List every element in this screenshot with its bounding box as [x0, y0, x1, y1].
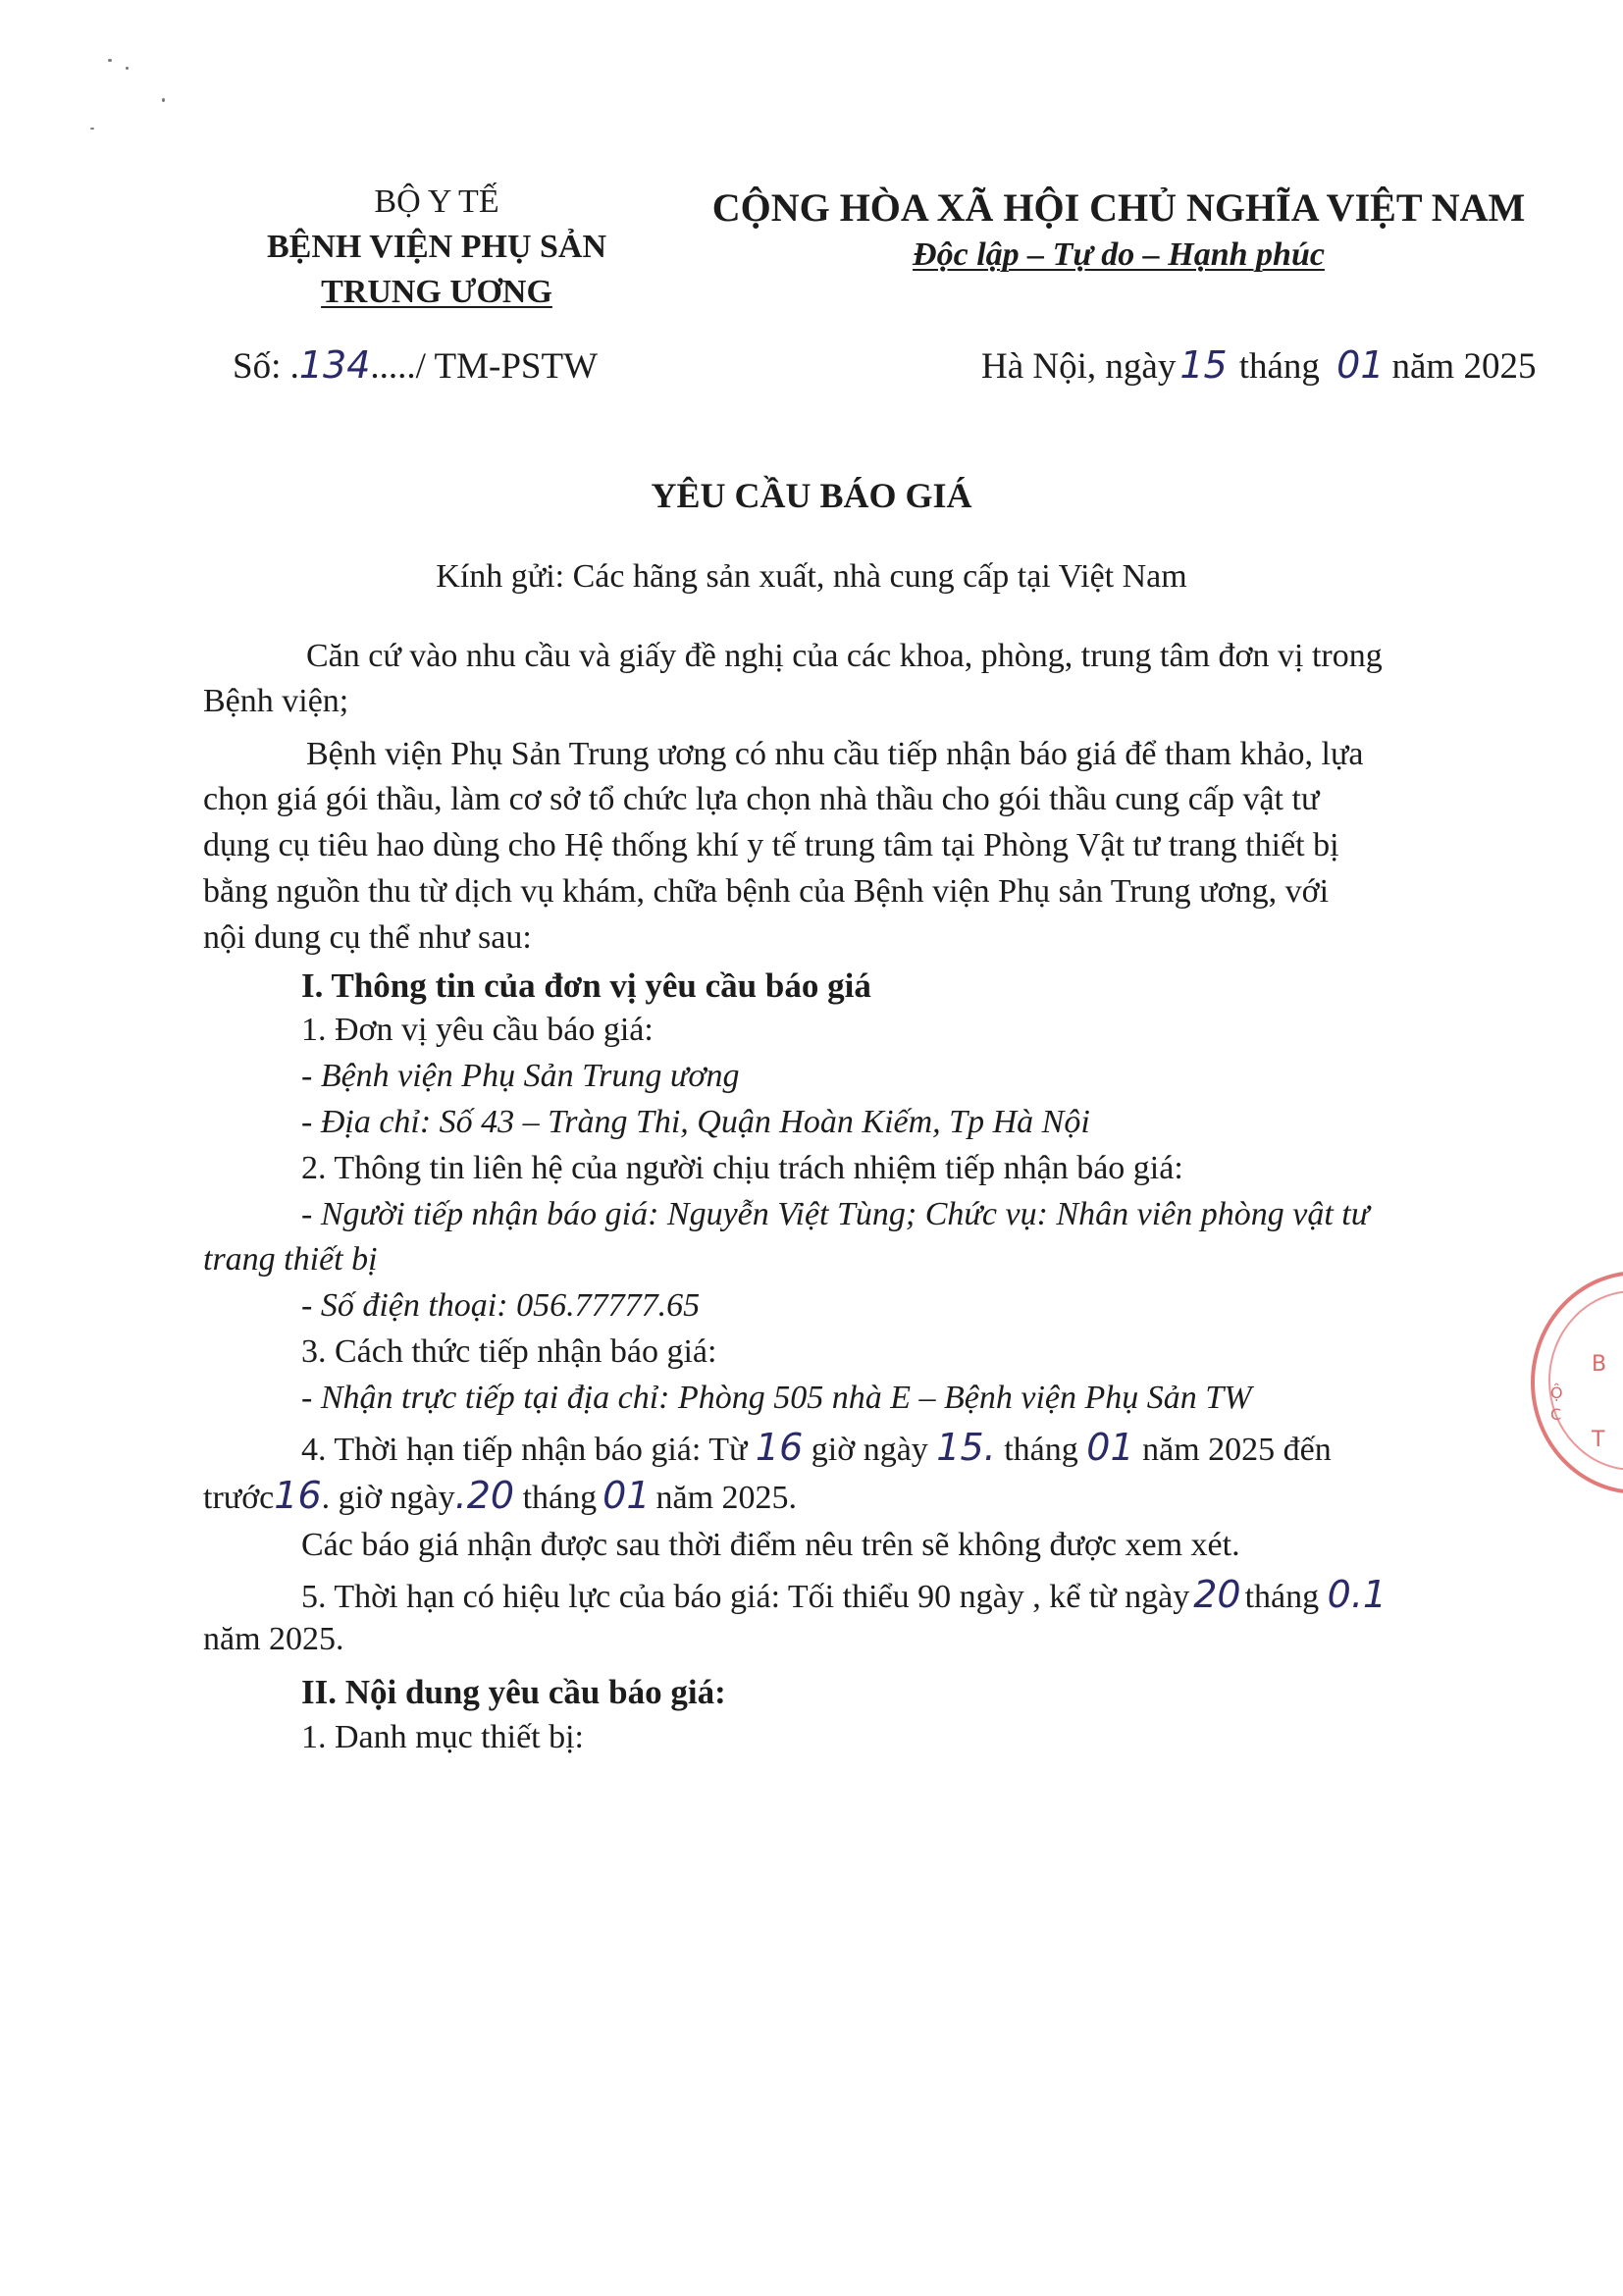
note-line: Các báo giá nhận được sau thời điểm nêu trên sẽ không được xem xét.	[301, 1527, 1240, 1563]
nation-name: CỘNG HÒA XÃ HỘI CHỦ NGHĨA VIỆT NAM	[711, 185, 1526, 230]
month-handwritten: 01	[1086, 1426, 1134, 1469]
recipient-line: Kính gửi: Các hãng sản xuất, nhà cung cấp tại Việt Nam	[436, 558, 1187, 595]
body-line: dụng cụ tiêu hao dùng cho Hệ thống khí y tế trung tâm tại Phòng Vật tư trang thiết bị	[203, 827, 1339, 863]
list-item: 1. Danh mục thiết bị:	[301, 1719, 585, 1755]
stamp-text: Ộ	[1550, 1383, 1563, 1402]
deadline-line: 4. Thời hạn tiếp nhận báo giá: Từ 16 giờ ngày 15. tháng 01 năm 2025 đến	[301, 1426, 1332, 1469]
list-item: 1. Đơn vị yêu cầu báo giá:	[301, 1012, 654, 1048]
deadline-line: trước16. giờ ngày.20 tháng 01 năm 2025.	[203, 1474, 798, 1517]
month-handwritten: 01	[1336, 343, 1385, 387]
day-handwritten: 20	[1193, 1573, 1241, 1616]
section-heading: II. Nội dung yêu cầu báo giá:	[301, 1673, 726, 1711]
document-title: YÊU CẦU BÁO GIÁ	[651, 476, 972, 515]
hour-handwritten: 16	[274, 1474, 322, 1517]
list-item: 3. Cách thức tiếp nhận báo giá:	[301, 1333, 717, 1370]
body-line: chọn giá gói thầu, làm cơ sở tổ chức lựa chọn nhà thầu cho gói thầu cung cấp vật tư	[203, 781, 1320, 817]
stamp-text: B	[1592, 1352, 1607, 1377]
document-number-handwritten: 134	[298, 343, 371, 387]
national-heading	[687, 183, 1550, 277]
list-item: - Người tiếp nhận báo giá: Nguyễn Việt Tùng; Chức vụ: Nhân viên phòng vật tư	[301, 1196, 1370, 1232]
day-handwritten: 15.	[936, 1426, 996, 1469]
list-item: - Địa chỉ: Số 43 – Tràng Thi, Quận Hoàn Kiếm, Tp Hà Nội	[301, 1104, 1090, 1140]
list-item: - Bệnh viện Phụ Sản Trung ương	[301, 1058, 740, 1094]
list-item: trang thiết bị	[203, 1241, 378, 1278]
document-number: Số: .134...../ TM-PSTW	[233, 343, 599, 387]
body-line: nội dung cụ thể như sau:	[203, 919, 532, 956]
issuer-block	[191, 180, 682, 315]
month-handwritten: 01	[602, 1474, 651, 1517]
hospital-name-line2: TRUNG ƯƠNG	[321, 274, 552, 310]
scan-speck	[162, 98, 165, 102]
list-item: - Số điện thoại: 056.77777.65	[301, 1287, 701, 1324]
body-line: Căn cứ vào nhu cầu và giấy đề nghị của các khoa, phòng, trung tâm đơn vị trong	[306, 638, 1383, 674]
stamp-text: T	[1592, 1428, 1605, 1452]
day-handwritten: .20	[454, 1474, 515, 1517]
list-item: 2. Thông tin liên hệ của người chịu trách nhiệm tiếp nhận báo giá:	[301, 1150, 1183, 1186]
stamp-text: C	[1550, 1405, 1562, 1424]
validity-line: năm 2025.	[203, 1621, 344, 1657]
month-handwritten: 0.1	[1327, 1573, 1387, 1616]
body-line: bằng nguồn thu từ dịch vụ khám, chữa bệnh của Bệnh viện Phụ sản Trung ương, với	[203, 873, 1330, 910]
hour-handwritten: 16	[755, 1426, 804, 1469]
scan-speck	[90, 128, 94, 130]
section-heading: I. Thông tin của đơn vị yêu cầu báo giá	[301, 966, 871, 1005]
body-line: Bệnh viện Phụ Sản Trung ương có nhu cầu tiếp nhận báo giá để tham khảo, lựa	[306, 736, 1364, 772]
document-date: Hà Nội, ngày 15 tháng 01 năm 2025	[981, 343, 1537, 387]
scan-speck	[126, 67, 129, 70]
day-handwritten: 15	[1179, 343, 1228, 387]
national-motto: Độc lập – Tự do – Hạnh phúc	[913, 236, 1325, 273]
scan-speck	[108, 59, 112, 62]
body-line: Bệnh viện;	[203, 683, 349, 719]
ministry-name: BỘ Y TẾ	[374, 183, 499, 220]
list-item: - Nhận trực tiếp tại địa chỉ: Phòng 505 nhà E – Bệnh viện Phụ Sản TW	[301, 1380, 1252, 1416]
hospital-name: BỆNH VIỆN PHỤ SẢN	[266, 229, 607, 265]
validity-line: 5. Thời hạn có hiệu lực của báo giá: Tối thiểu 90 ngày , kể từ ngày 20 tháng 0.1	[301, 1573, 1387, 1616]
